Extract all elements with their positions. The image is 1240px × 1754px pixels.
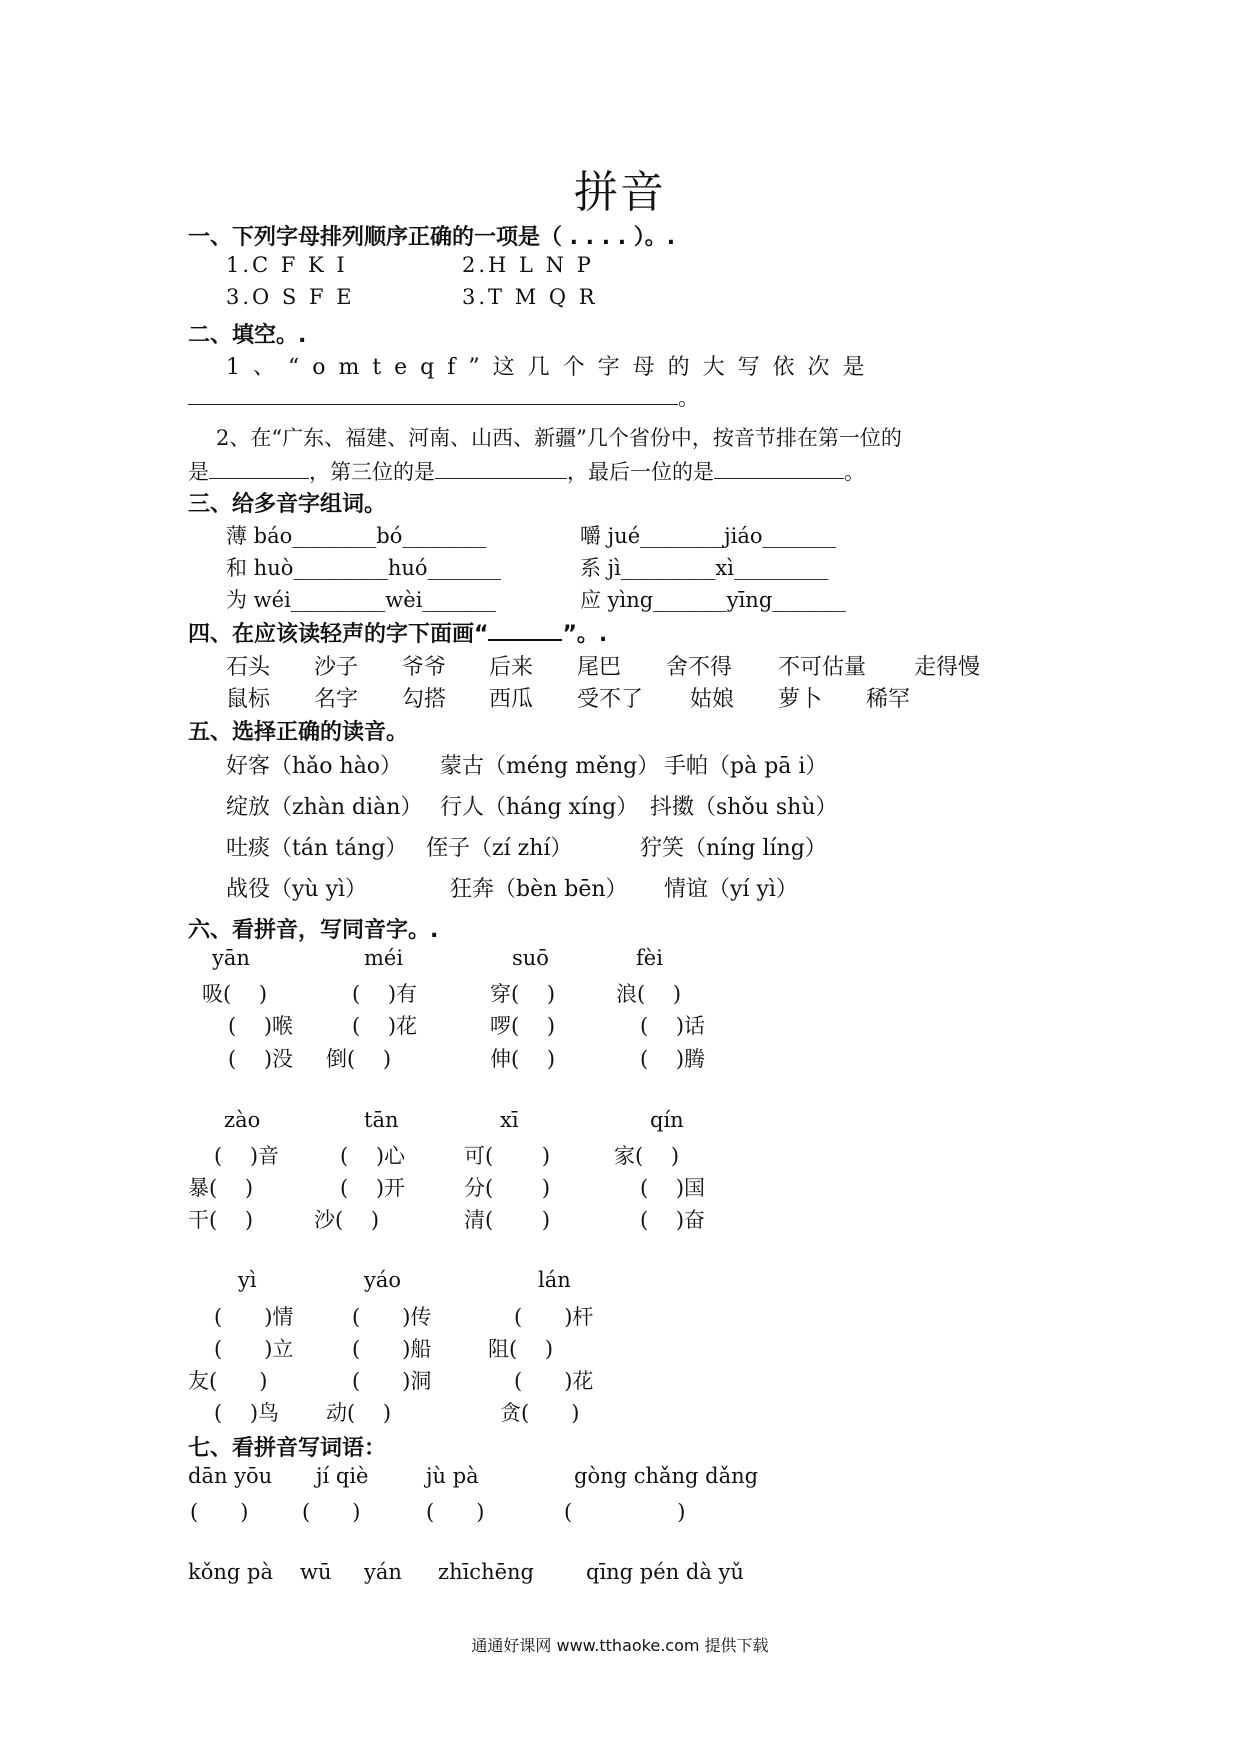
s6-pinyin: tān xyxy=(364,1108,399,1132)
s6-blank: 干( ) xyxy=(188,1208,254,1232)
s6-blank: ( )没 xyxy=(228,1047,294,1071)
s7-pinyin: wū xyxy=(300,1560,332,1584)
s7-pinyin: jù pà xyxy=(426,1464,479,1488)
s2-q2-part3: ，最后一位的是 xyxy=(567,460,714,484)
s7-answer-box: ( ) xyxy=(564,1500,686,1524)
section-3-heading: 三、给多音字组词。 xyxy=(188,492,387,517)
s6-pinyin: yān xyxy=(212,946,250,970)
s5-item: 绽放（zhàn diàn） xyxy=(226,795,423,820)
s6-blank: 贪( ) xyxy=(500,1401,580,1425)
s4-word: 后来 xyxy=(489,655,534,680)
section-7-heading: 七、看拼音写词语： xyxy=(188,1436,387,1461)
s6-pinyin: lán xyxy=(538,1268,571,1292)
s3-row-2-right: 系 jì_________xì_________ xyxy=(580,556,829,580)
section-1-heading: 一、下列字母排列顺序正确的一项是（ . . . . ）。. xyxy=(188,225,676,250)
s6-blank: ( )鸟 xyxy=(214,1401,280,1425)
s6-blank: 吸( ) xyxy=(202,982,268,1006)
s6-blank: 可( ) xyxy=(464,1144,551,1168)
s6-blank: 分( ) xyxy=(464,1176,551,1200)
footer-text: 通通好课网 www.tthaoke.com 提供下载 xyxy=(471,1636,769,1655)
s6-blank: ( )音 xyxy=(214,1144,280,1168)
s7-answer-box: ( ) xyxy=(426,1500,485,1524)
s5-item: 手帕（pà pā i） xyxy=(664,754,828,779)
s4-heading-pre: 四、在应该读轻声的字下面画“ xyxy=(188,622,489,647)
s6-blank: ( )杆 xyxy=(514,1305,594,1329)
s7-pinyin: qīng pén dà yǔ xyxy=(586,1560,744,1584)
s4-word: 名字 xyxy=(314,687,359,712)
s2-q1-text: 1 、 “ o m t e q f ” 这 几 个 字 母 的 大 写 依 次 是 xyxy=(226,355,868,380)
s2-q2-part4: 。 xyxy=(844,460,865,484)
s6-blank: ( )立 xyxy=(214,1337,294,1361)
s6-pinyin: qín xyxy=(650,1108,684,1132)
s7-pinyin: gòng chǎng dǎng xyxy=(574,1464,759,1488)
s6-blank: ( )喉 xyxy=(228,1014,294,1038)
section-5-heading: 五、选择正确的读音。 xyxy=(188,720,409,745)
s6-blank: ( )开 xyxy=(340,1176,406,1200)
s4-word: 舍不得 xyxy=(666,655,733,680)
s4-word: 尾巴 xyxy=(577,655,622,680)
section-4-heading xyxy=(188,617,607,648)
s4-word: 姑娘 xyxy=(690,687,735,712)
s6-blank: ( )国 xyxy=(640,1176,706,1200)
s5-item: 狂奔（bèn bēn） xyxy=(450,877,628,902)
s6-pinyin: xī xyxy=(500,1108,519,1132)
s6-pinyin: yáo xyxy=(364,1268,402,1292)
s1-option-2: 2.H L N P xyxy=(462,253,594,277)
s6-blank: ( )奋 xyxy=(640,1208,706,1232)
s6-blank: ( )洞 xyxy=(352,1369,432,1393)
s5-item: 情谊（yí yì） xyxy=(664,877,798,902)
s6-blank: 动( ) xyxy=(326,1401,392,1425)
s2-q1-end: 。 xyxy=(678,386,699,410)
s6-pinyin: méi xyxy=(364,946,404,970)
s6-blank: 家( ) xyxy=(614,1144,680,1168)
s6-blank: ( )传 xyxy=(352,1305,432,1329)
s1-option-1: 1.C F K I xyxy=(226,253,348,277)
s7-pinyin: jí qiè xyxy=(316,1464,369,1488)
s4-heading-post: ”。. xyxy=(562,622,608,647)
s7-answer-box: ( ) xyxy=(190,1500,249,1524)
s6-blank: 穿( ) xyxy=(490,982,556,1006)
s4-word: 稀罕 xyxy=(866,687,911,712)
s6-blank: ( )心 xyxy=(340,1144,406,1168)
s5-item: 好客（hǎo hào） xyxy=(226,754,403,779)
s7-pinyin: zhīchēng xyxy=(438,1560,534,1584)
s5-item: 战役（yù yì） xyxy=(226,877,368,902)
s4-word: 西瓜 xyxy=(489,687,534,712)
s4-word: 走得慢 xyxy=(914,655,981,680)
s6-blank: ( )腾 xyxy=(640,1047,706,1071)
s4-word: 沙子 xyxy=(314,655,359,680)
s3-row-3-right: 应 yìng_______yīng_______ xyxy=(580,588,846,612)
s6-blank: ( )花 xyxy=(352,1014,418,1038)
s6-blank: 友( ) xyxy=(188,1369,268,1393)
s6-blank: 暴( ) xyxy=(188,1176,254,1200)
s4-word: 勾搭 xyxy=(402,687,447,712)
page-title: 拼音 xyxy=(574,167,666,218)
s3-row-1-right: 嚼 jué________jiáo_______ xyxy=(580,524,837,548)
s3-row-2-left: 和 huò_________huó_______ xyxy=(226,556,502,580)
s6-blank: ( )情 xyxy=(214,1305,294,1329)
s6-blank: ( )话 xyxy=(640,1014,706,1038)
s3-row-3-left: 为 wéi_________wèi_______ xyxy=(226,588,496,612)
s5-item: 蒙古（méng měng） xyxy=(440,754,660,779)
underline-sample xyxy=(488,621,562,641)
s2-q2-part2: ，第三位的是 xyxy=(309,460,435,484)
s2-q2-part1: 是 xyxy=(188,460,209,484)
s2-q2-answer-line xyxy=(188,456,865,486)
s4-word: 石头 xyxy=(226,655,271,680)
s5-item: 行人（háng xíng） xyxy=(440,795,639,820)
s6-blank: 清( ) xyxy=(464,1208,551,1232)
s1-option-4: 3.T M Q R xyxy=(462,285,598,309)
s6-blank: ( )有 xyxy=(352,982,418,1006)
s6-pinyin: suō xyxy=(512,946,549,970)
s6-blank: 倒( ) xyxy=(326,1047,392,1071)
s6-blank: 浪( ) xyxy=(616,982,682,1006)
s5-item: 狞笑（níng líng） xyxy=(640,836,827,861)
s4-word: 受不了 xyxy=(577,687,644,712)
s7-pinyin: dān yōu xyxy=(188,1464,273,1488)
s4-word: 不可估量 xyxy=(778,655,867,680)
s2-q2-text: 2、在“广东、福建、河南、山西、新疆”几个省份中，按音节排在第一位的 xyxy=(216,426,902,450)
s6-pinyin: zào xyxy=(224,1108,261,1132)
s7-answer-box: ( ) xyxy=(302,1500,361,1524)
section-2-heading: 二、填空。. xyxy=(188,323,307,348)
s6-blank: 伸( ) xyxy=(490,1047,556,1071)
s6-blank: ( )船 xyxy=(352,1337,432,1361)
section-6-heading: 六、看拼音，写同音字。. xyxy=(188,918,439,943)
s3-row-1-left: 薄 báo________bó________ xyxy=(226,524,487,548)
s2-q1-answer-line xyxy=(188,382,699,412)
s6-blank: 阻( ) xyxy=(488,1337,554,1361)
s6-blank: 沙( ) xyxy=(314,1208,380,1232)
s6-blank: 啰( ) xyxy=(490,1014,556,1038)
s7-pinyin: kǒng pà xyxy=(188,1560,273,1584)
s4-word: 鼠标 xyxy=(226,687,271,712)
s6-pinyin: fèi xyxy=(636,946,663,970)
s7-pinyin: yán xyxy=(364,1560,402,1584)
s6-pinyin: yì xyxy=(238,1268,257,1292)
s4-word: 爷爷 xyxy=(402,655,447,680)
s5-item: 抖擞（shǒu shù） xyxy=(650,795,838,820)
s5-item: 侄子（zí zhí） xyxy=(426,836,573,861)
s5-item: 吐痰（tán táng） xyxy=(226,836,408,861)
s4-word: 萝卜 xyxy=(778,687,823,712)
s1-option-3: 3.O S F E xyxy=(226,285,355,309)
s6-blank: ( )花 xyxy=(514,1369,594,1393)
